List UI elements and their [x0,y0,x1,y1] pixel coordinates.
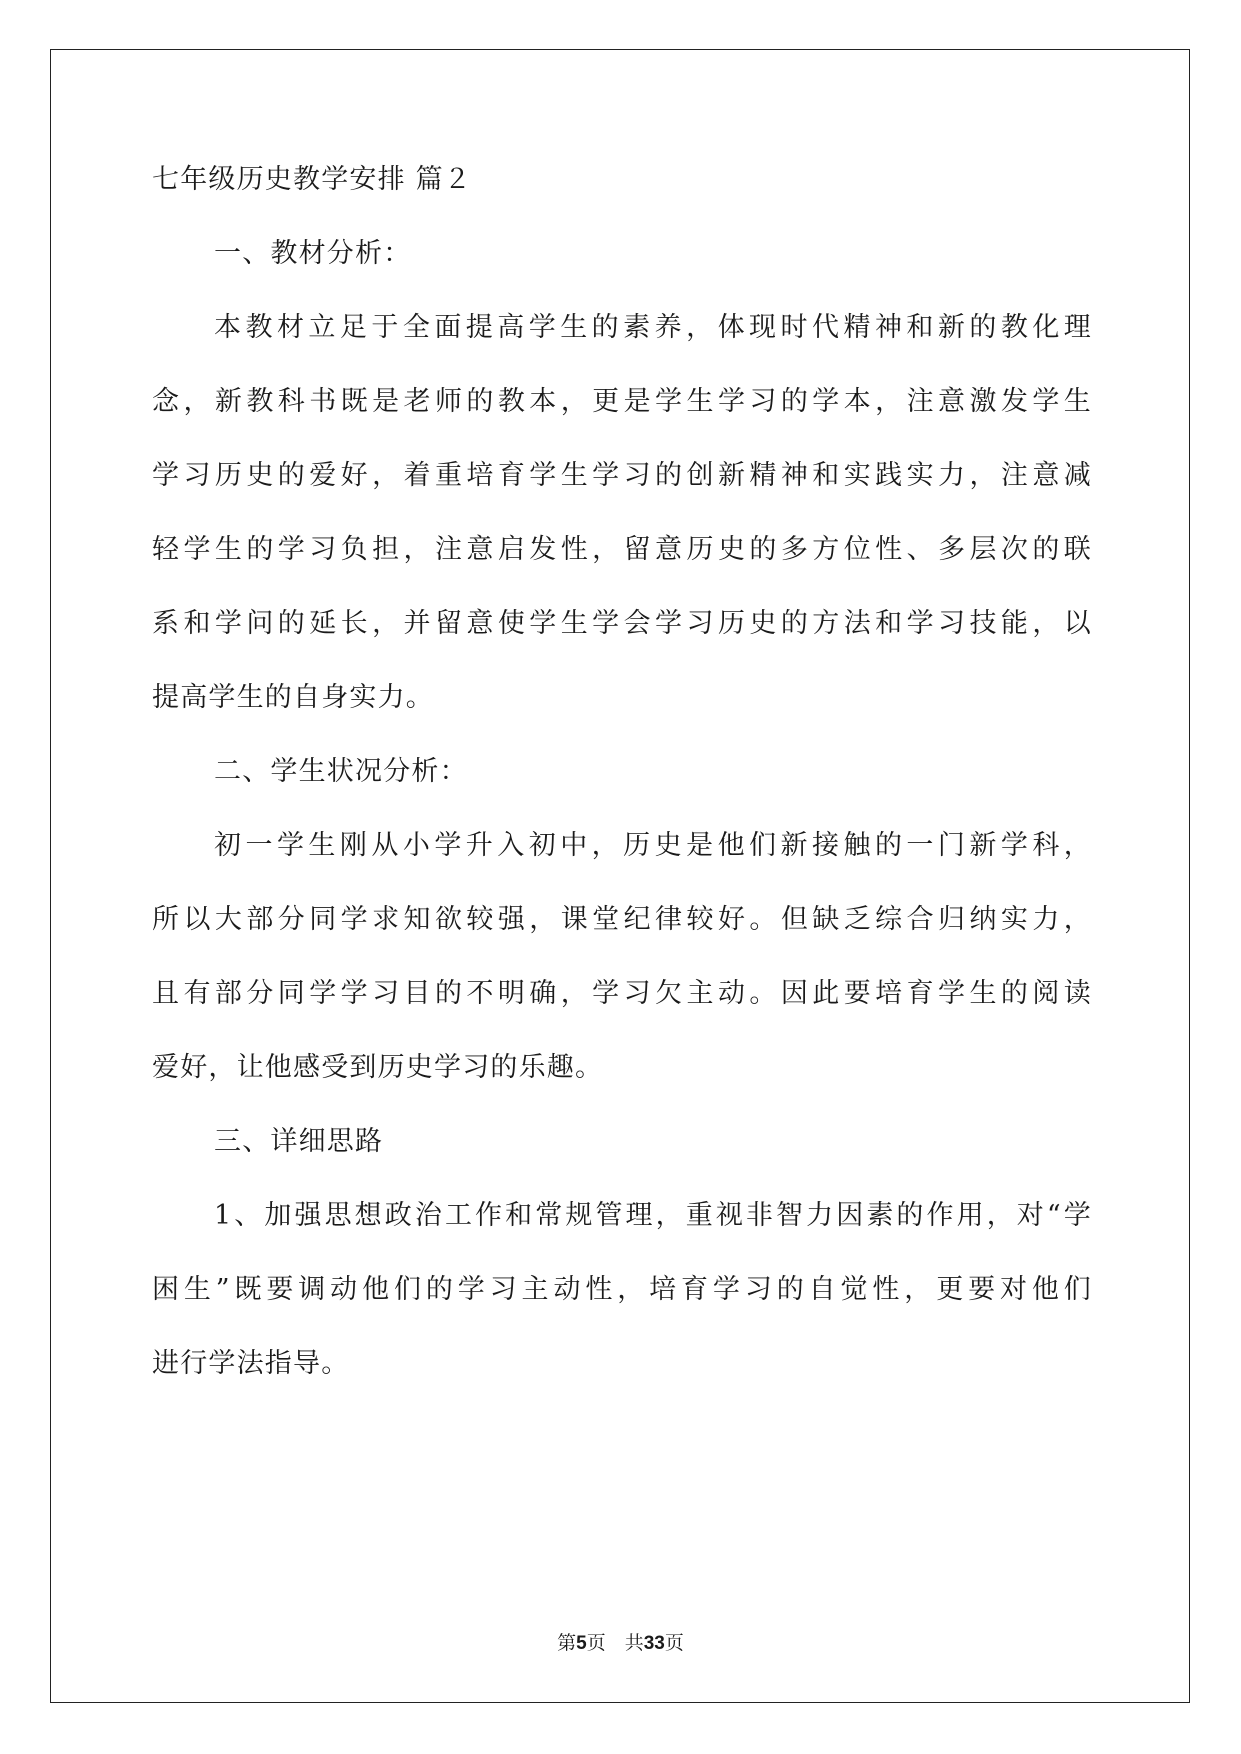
total-pages-number: 33 [643,1633,665,1654]
page-footer [0,1631,1241,1656]
section-heading: 三、详细思路 [214,1126,384,1157]
current-page-number: 5 [576,1633,587,1654]
paragraph-line: 困生”既要调动他们的学习主动性，培育学习的自觉性，更要对他们 [152,1274,1092,1305]
paragraph-line: 学习历史的爱好，着重培育学生学习的创新精神和实践实力，注意减 [152,460,1092,491]
paragraph-line: 且有部分同学学习目的不明确，学习欠主动。因此要培育学生的阅读 [152,978,1092,1009]
paragraph-line: 系和学问的延长，并留意使学生学会学习历史的方法和学习技能，以 [152,608,1092,639]
paragraph-line: 爱好，让他感受到历史学习的乐趣。 [152,1052,604,1083]
footer-middle: 页 共 [586,1632,644,1654]
paragraph-line: 初一学生刚从小学升入初中，历史是他们新接触的一门新学科， [214,830,1092,861]
section-heading: 二、学生状况分析： [214,756,468,787]
paragraph-line: 进行学法指导。 [152,1348,350,1379]
document-title: 七年级历史教学安排 篇２ [152,164,472,195]
paragraph-line: 念，新教科书既是老师的教本，更是学生学习的学本，注意激发学生 [152,386,1092,417]
section-heading: 一、教材分析： [214,238,412,269]
footer-prefix: 第 [557,1632,577,1654]
paragraph-line: 1、加强思想政治工作和常规管理，重视非智力因素的作用，对“学 [214,1200,1092,1231]
footer-suffix: 页 [664,1632,684,1654]
page-border [50,49,1190,1703]
paragraph-line: 本教材立足于全面提高学生的素养，体现时代精神和新的教化理 [214,312,1092,343]
paragraph-line: 提高学生的自身实力。 [152,682,434,713]
paragraph-line: 轻学生的学习负担，注意启发性，留意历史的多方位性、多层次的联 [152,534,1092,565]
paragraph-line: 所以大部分同学求知欲较强，课堂纪律较好。但缺乏综合归纳实力， [152,904,1092,935]
